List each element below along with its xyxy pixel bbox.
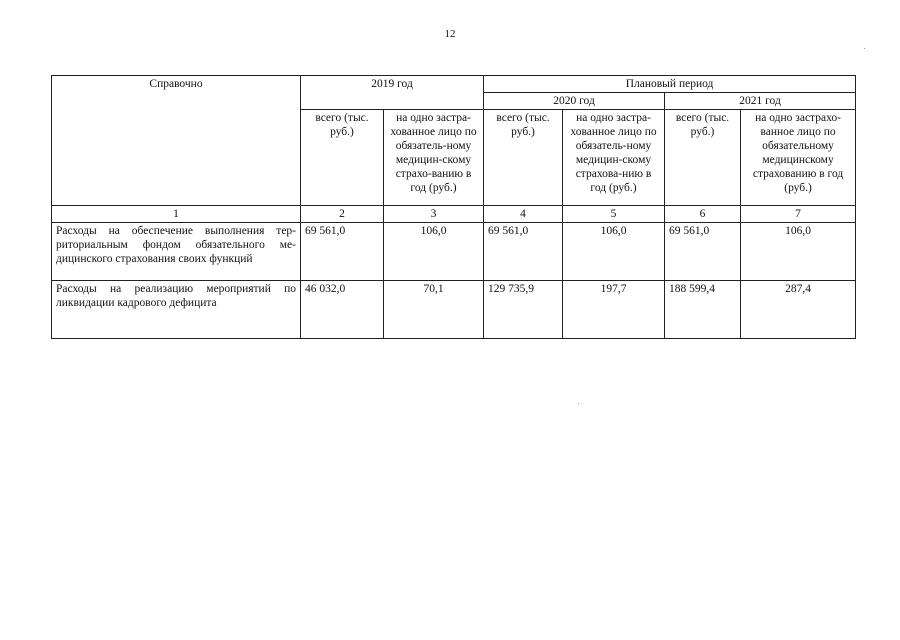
column-number: 2: [301, 206, 384, 223]
reference-table: [51, 75, 856, 339]
total-2020-header: всего (тыс. руб.): [484, 110, 563, 206]
planned-period-header: Плановый период: [484, 76, 856, 93]
year-2020-header: 2020 год: [484, 93, 665, 110]
value-cell: 188 599,4: [665, 281, 741, 339]
scan-speck: [578, 403, 579, 404]
value-cell: 69 561,0: [665, 223, 741, 281]
per-person-2019-header: на одно застра-хованное лицо по обязатель-ному медицин-скому страхо-ванию в год (руб.): [384, 110, 484, 206]
scan-speck: [864, 48, 865, 49]
value-cell: 70,1: [384, 281, 484, 339]
value-cell: 106,0: [384, 223, 484, 281]
row-label: Расходы на обеспечение выполнения тер-риториальным фондом обязательного ме-дицинского страхования своих функций: [52, 223, 301, 281]
page-number: 12: [444, 28, 456, 40]
column-number: 7: [741, 206, 856, 223]
header-row-1: [52, 76, 856, 93]
column-number: 3: [384, 206, 484, 223]
row-label: Расходы на реализацию мероприятий по ликвидации кадрового дефицита: [52, 281, 301, 339]
table-row: [52, 281, 856, 339]
value-cell: 129 735,9: [484, 281, 563, 339]
value-cell: 106,0: [563, 223, 665, 281]
value-cell: 69 561,0: [484, 223, 563, 281]
column-number: 4: [484, 206, 563, 223]
year-2019-header: 2019 год: [301, 76, 484, 110]
value-cell: 46 032,0: [301, 281, 384, 339]
value-cell: 287,4: [741, 281, 856, 339]
total-2021-header: всего (тыс. руб.): [665, 110, 741, 206]
value-cell: 197,7: [563, 281, 665, 339]
table-row: [52, 223, 856, 281]
value-cell: 69 561,0: [301, 223, 384, 281]
per-person-2020-header: на одно застра-хованное лицо по обязатель-ному медицин-скому страхова-нию в год (руб.): [563, 110, 665, 206]
column-number: 5: [563, 206, 665, 223]
reference-header: Справочно: [52, 76, 301, 206]
column-number-row: [52, 206, 856, 223]
year-2021-header: 2021 год: [665, 93, 856, 110]
per-person-2021-header: на одно застрахо-ванное лицо по обязательному медицинскому страхованию в год (руб.): [741, 110, 856, 206]
column-number: 6: [665, 206, 741, 223]
total-2019-header: всего (тыс. руб.): [301, 110, 384, 206]
column-number: 1: [52, 206, 301, 223]
value-cell: 106,0: [741, 223, 856, 281]
